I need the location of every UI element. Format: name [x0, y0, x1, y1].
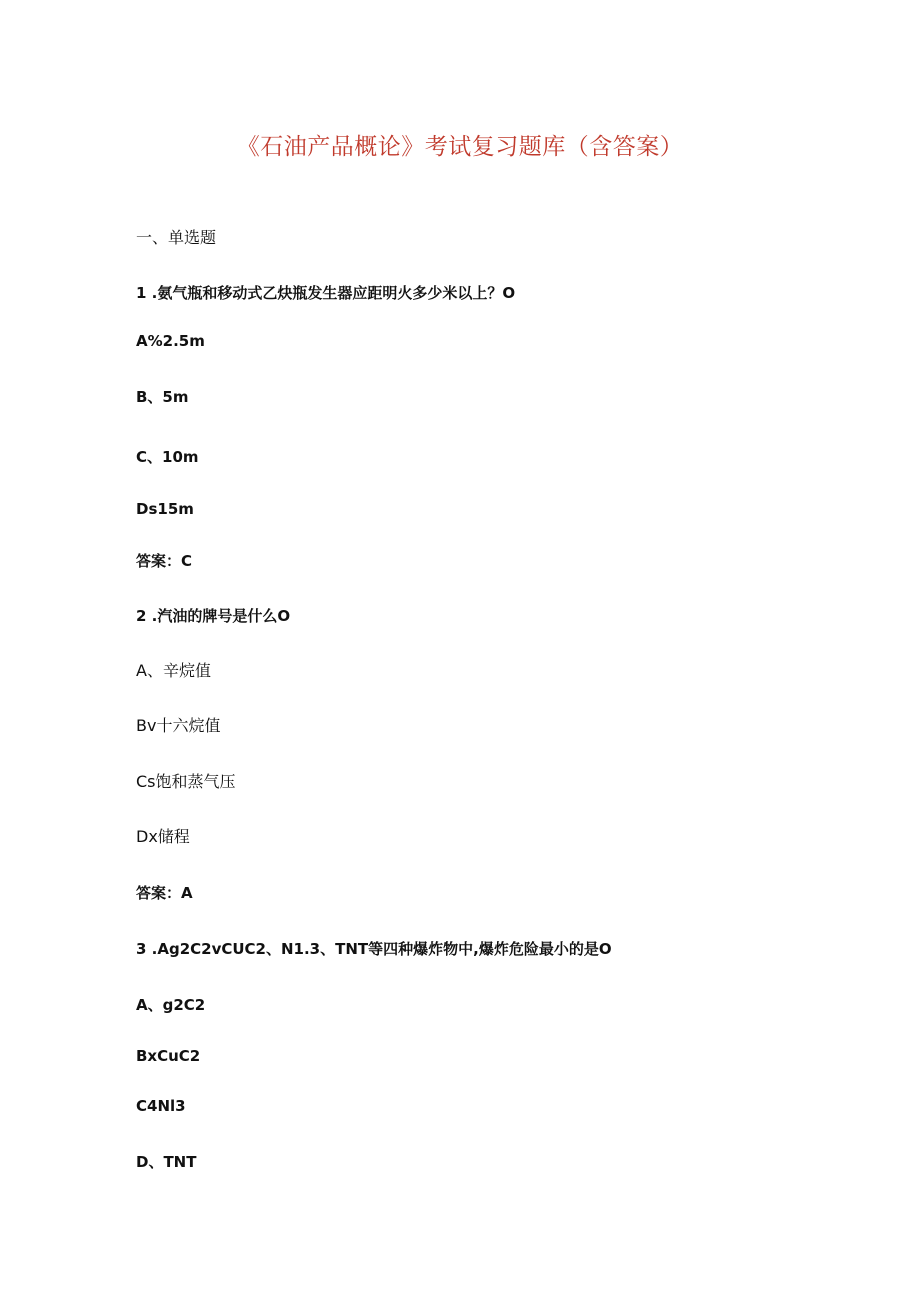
section-heading: 一、单选题 — [136, 228, 217, 247]
option-b: B、5m — [136, 388, 189, 406]
option-a: A%2.5m — [136, 332, 205, 350]
document-title: 《石油产品概论》考试复习题库（含答案） — [236, 134, 684, 160]
option-d: D、TNT — [136, 1153, 197, 1171]
option-a: A、辛烷值 — [136, 661, 211, 680]
option-c: C、10m — [136, 448, 199, 466]
option-b: BxCuC2 — [136, 1047, 201, 1065]
answer-line: 答案：C — [136, 552, 193, 570]
question-stem: 2 .汽油的牌号是什么O — [136, 607, 291, 625]
option-a: A、g2C2 — [136, 996, 206, 1014]
option-b: Bv十六烷值 — [136, 716, 221, 735]
option-c: C4Nl3 — [136, 1097, 186, 1115]
question-stem: 1 .氨气瓶和移动式乙炔瓶发生器应距明火多少米以上？O — [136, 284, 516, 302]
question-stem: 3 .Ag2C2vCUC2、N1.3、TNT等四种爆炸物中,爆炸危险最小的是O — [136, 940, 612, 958]
option-d: Ds15m — [136, 500, 194, 518]
option-d: Dx储程 — [136, 827, 190, 846]
answer-line: 答案：A — [136, 884, 193, 902]
option-c: Cs饱和蒸气压 — [136, 772, 236, 791]
